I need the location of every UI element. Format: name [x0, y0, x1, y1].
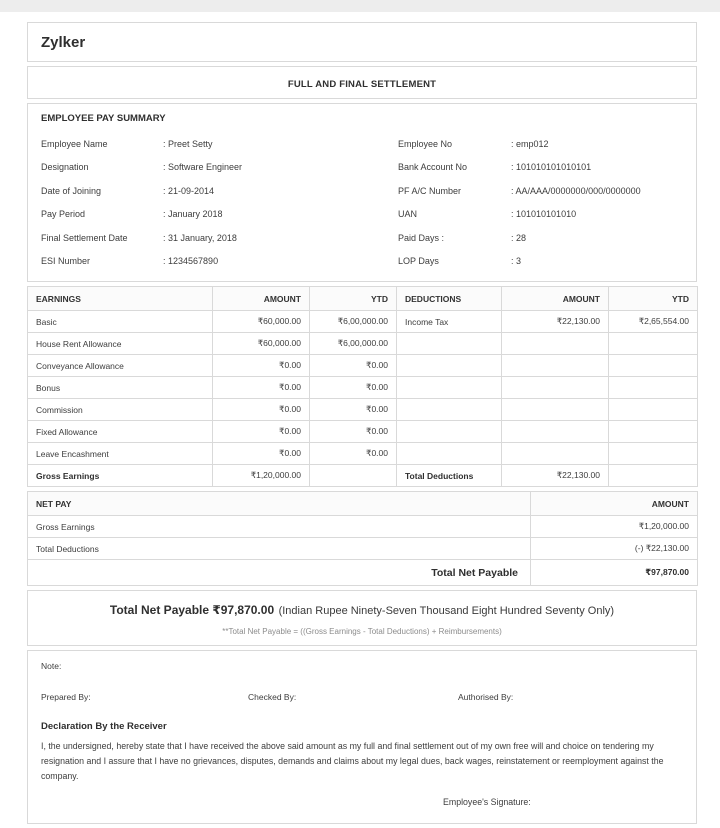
summary-heading: EMPLOYEE PAY SUMMARY: [41, 113, 166, 124]
table-row: [28, 538, 698, 560]
company-header: [27, 22, 697, 62]
field-value: : 3: [511, 256, 683, 266]
summary-row: [41, 179, 683, 203]
deduction-amount-cell: [502, 377, 609, 399]
table-row: [28, 421, 698, 443]
earning-amount-cell: ₹60,000.00: [213, 333, 310, 355]
prepared-by-label: Prepared By:: [41, 692, 91, 702]
earnings-header: EARNINGS: [28, 287, 213, 311]
table-row: [28, 377, 698, 399]
deduction-name-cell: [397, 333, 502, 355]
field-value: : AA/AAA/0000000/000/0000000: [511, 186, 683, 196]
earning-name-cell: Bonus: [28, 377, 213, 399]
deduction-name-cell: Income Tax: [397, 311, 502, 333]
settlement-document: [27, 22, 697, 828]
field-label: UAN: [398, 209, 418, 220]
field-value: : 101010101010101: [511, 162, 683, 172]
earning-amount-cell: ₹0.00: [213, 355, 310, 377]
deduction-ytd-cell: [609, 421, 698, 443]
earning-name-cell: Fixed Allowance: [28, 421, 213, 443]
earning-amount-cell: ₹0.00: [213, 399, 310, 421]
field-label: Paid Days :: [398, 232, 445, 243]
page-top-strip: [0, 0, 720, 12]
earning-ytd-cell: ₹0.00: [310, 399, 397, 421]
document-title-bar: [27, 66, 697, 99]
field-label: Employee Name: [41, 138, 108, 149]
total-deductions-ytd: [609, 465, 698, 487]
checked-by-label: Checked By:: [248, 692, 297, 702]
table-row: [28, 516, 698, 538]
gross-earnings-label: Gross Earnings: [28, 465, 213, 487]
earning-amount-cell: ₹0.00: [213, 377, 310, 399]
summary-row: [41, 250, 683, 274]
total-net-payable-text: Total Net Payable ₹97,870.00: [109, 603, 275, 617]
field-label: Designation: [41, 162, 89, 173]
net-pay-amount-cell: ₹1,20,000.00: [531, 516, 698, 538]
amount-header: AMOUNT: [531, 492, 698, 516]
deduction-name-cell: [397, 421, 502, 443]
table-row: [28, 399, 698, 421]
net-pay-header: NET PAY: [28, 492, 531, 516]
authorised-by-label: Authorised By:: [458, 692, 514, 702]
declaration-text: I, the undersigned, hereby state that I have received the above said amount as my full and final settlement out of my own free will and choice on tendering my resignation and I assure that I have no grievances, disputes, demands and claims about my legal dues, back wages, reinstatement or reemployment against the company.: [41, 741, 664, 781]
total-deductions-label: Total Deductions: [397, 465, 502, 487]
gross-earnings-amount: ₹1,20,000.00: [213, 465, 310, 487]
field-label: PF A/C Number: [398, 185, 462, 196]
note-label: Note:: [41, 661, 62, 671]
field-value: : 1234567890: [163, 256, 398, 266]
field-value: : Preet Setty: [163, 139, 398, 149]
deduction-name-cell: [397, 399, 502, 421]
table-header-row: [28, 492, 698, 516]
earning-name-cell: Leave Encashment: [28, 443, 213, 465]
deduction-ytd-cell: [609, 443, 698, 465]
deduction-ytd-cell: [609, 333, 698, 355]
deduction-ytd-cell: [609, 377, 698, 399]
field-label: Pay Period: [41, 209, 86, 220]
earning-name-cell: Conveyance Allowance: [28, 355, 213, 377]
deduction-ytd-cell: ₹2,65,554.00: [609, 311, 698, 333]
field-value: : emp012: [511, 139, 683, 149]
signatories-row: [41, 692, 683, 702]
field-label: Bank Account No: [398, 162, 468, 173]
deduction-ytd-cell: [609, 399, 698, 421]
employee-signature-label: Employee's Signature:: [443, 796, 531, 807]
totals-row: [28, 465, 698, 487]
net-pay-table: [27, 491, 698, 586]
field-value: : January 2018: [163, 209, 398, 219]
statement-line: [28, 601, 696, 619]
field-value: : Software Engineer: [163, 162, 398, 172]
earning-ytd-cell: ₹6,00,000.00: [310, 311, 397, 333]
amount-header: AMOUNT: [502, 287, 609, 311]
declaration-heading: Declaration By the Receiver: [41, 721, 167, 732]
table-header-row: [28, 287, 698, 311]
earning-ytd-cell: ₹0.00: [310, 377, 397, 399]
field-value: : 31 January, 2018: [163, 233, 398, 243]
ytd-header: YTD: [310, 287, 397, 311]
company-name: Zylker: [41, 34, 86, 51]
table-row: [28, 443, 698, 465]
deduction-amount-cell: [502, 333, 609, 355]
earning-ytd-cell: ₹0.00: [310, 421, 397, 443]
employee-pay-summary: [27, 103, 697, 282]
deduction-amount-cell: ₹22,130.00: [502, 311, 609, 333]
earning-ytd-cell: ₹0.00: [310, 443, 397, 465]
earning-amount-cell: ₹0.00: [213, 443, 310, 465]
field-label: Employee No: [398, 138, 453, 149]
earning-ytd-cell: ₹0.00: [310, 355, 397, 377]
field-label: LOP Days: [398, 256, 439, 267]
earning-ytd-cell: ₹6,00,000.00: [310, 333, 397, 355]
summary-row: [41, 226, 683, 250]
total-net-payable-label: Total Net Payable: [28, 560, 531, 586]
deduction-amount-cell: [502, 421, 609, 443]
earning-name-cell: House Rent Allowance: [28, 333, 213, 355]
deduction-amount-cell: [502, 399, 609, 421]
net-pay-label-cell: Gross Earnings: [28, 516, 531, 538]
net-payable-formula: **Total Net Payable = ((Gross Earnings - Total Deductions) + Reimbursements): [222, 627, 502, 636]
summary-row: [41, 156, 683, 180]
deductions-header: DEDUCTIONS: [397, 287, 502, 311]
field-value: : 21-09-2014: [163, 186, 398, 196]
total-net-payable-row: [28, 560, 698, 586]
deduction-name-cell: [397, 443, 502, 465]
earnings-deductions-table: [27, 286, 698, 487]
gross-earnings-ytd: [310, 465, 397, 487]
table-row: [28, 333, 698, 355]
net-pay-label-cell: Total Deductions: [28, 538, 531, 560]
footer-section: [27, 650, 697, 824]
field-label: Date of Joining: [41, 185, 102, 196]
field-label: Final Settlement Date: [41, 232, 128, 243]
ytd-header: YTD: [609, 287, 698, 311]
table-row: [28, 355, 698, 377]
net-payable-statement: [27, 590, 697, 646]
total-net-payable-amount: ₹97,870.00: [531, 560, 698, 586]
table-row: [28, 311, 698, 333]
earning-name-cell: Commission: [28, 399, 213, 421]
deduction-amount-cell: [502, 443, 609, 465]
deduction-name-cell: [397, 355, 502, 377]
field-value: : 101010101010: [511, 209, 683, 219]
field-label: ESI Number: [41, 256, 91, 267]
earning-amount-cell: ₹60,000.00: [213, 311, 310, 333]
deduction-ytd-cell: [609, 355, 698, 377]
amount-in-words: (Indian Rupee Ninety-Seven Thousand Eight Hundred Seventy Only): [278, 605, 615, 617]
summary-row: [41, 132, 683, 156]
net-pay-amount-cell: (-) ₹22,130.00: [531, 538, 698, 560]
total-deductions-amount: ₹22,130.00: [502, 465, 609, 487]
earning-name-cell: Basic: [28, 311, 213, 333]
deduction-amount-cell: [502, 355, 609, 377]
net-pay-section: [27, 491, 697, 586]
earning-amount-cell: ₹0.00: [213, 421, 310, 443]
earnings-deductions-section: [27, 286, 697, 487]
summary-row: [41, 203, 683, 227]
amount-header: AMOUNT: [213, 287, 310, 311]
deduction-name-cell: [397, 377, 502, 399]
field-value: : 28: [511, 233, 683, 243]
document-title: FULL AND FINAL SETTLEMENT: [287, 79, 437, 90]
